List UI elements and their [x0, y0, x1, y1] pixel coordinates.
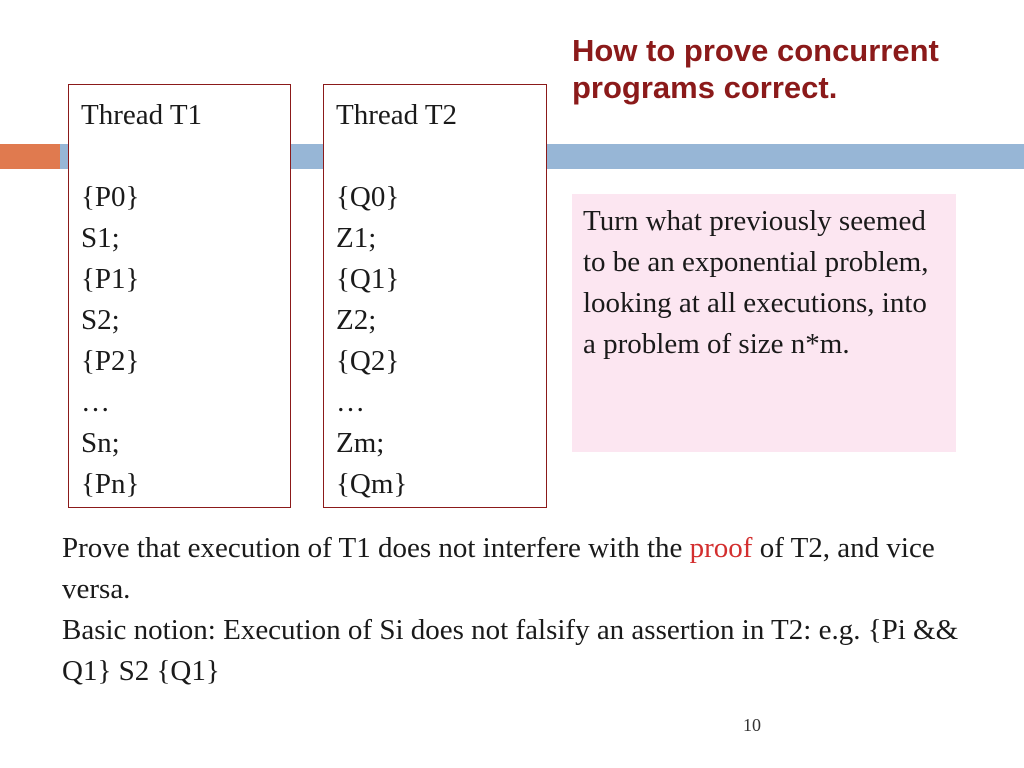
- body-text: [62, 528, 1002, 692]
- code-line: {P2}: [81, 345, 140, 377]
- para1-after: of T2, and vice versa.: [62, 532, 935, 605]
- code-line: S2;: [81, 304, 120, 336]
- code-line: {P1}: [81, 263, 140, 295]
- code-line: {Q1}: [336, 263, 400, 295]
- code-line: S1;: [81, 222, 120, 254]
- thread-t1-box: [68, 84, 291, 508]
- code-line: {Q2}: [336, 345, 400, 377]
- highlight-proof: proof: [689, 532, 753, 564]
- body-paragraph-2: Basic notion: Execution of Si does not falsify an assertion in T2: e.g. {Pi && Q1} S2 {Q1}: [62, 614, 959, 687]
- code-line: Z2;: [336, 304, 377, 336]
- code-line: …: [81, 386, 110, 418]
- callout-text: Turn what previously seemed to be an exponential problem, looking at all executions, into a problem of size n*m.: [583, 205, 929, 360]
- body-paragraph-1: [62, 528, 1002, 610]
- code-line: {P0}: [81, 181, 140, 213]
- callout-box: [572, 194, 956, 452]
- thread-t2-box: [323, 84, 547, 508]
- slide-title: How to prove concurrent programs correct.: [572, 33, 939, 105]
- para1-before: Prove that execution of T1 does not interfere with the: [62, 532, 690, 564]
- accent-band-orange: [0, 144, 60, 169]
- code-line: Z1;: [336, 222, 377, 254]
- code-line: Zm;: [336, 427, 385, 459]
- code-line: Sn;: [81, 427, 120, 459]
- code-line: …: [336, 386, 365, 418]
- code-line: {Qm}: [336, 468, 408, 500]
- code-line: {Q0}: [336, 181, 400, 213]
- thread-t2-header: Thread T2: [336, 99, 458, 131]
- thread-t1-header: Thread T1: [81, 99, 203, 131]
- page-number: 10: [743, 715, 761, 735]
- code-line: {Pn}: [81, 468, 140, 500]
